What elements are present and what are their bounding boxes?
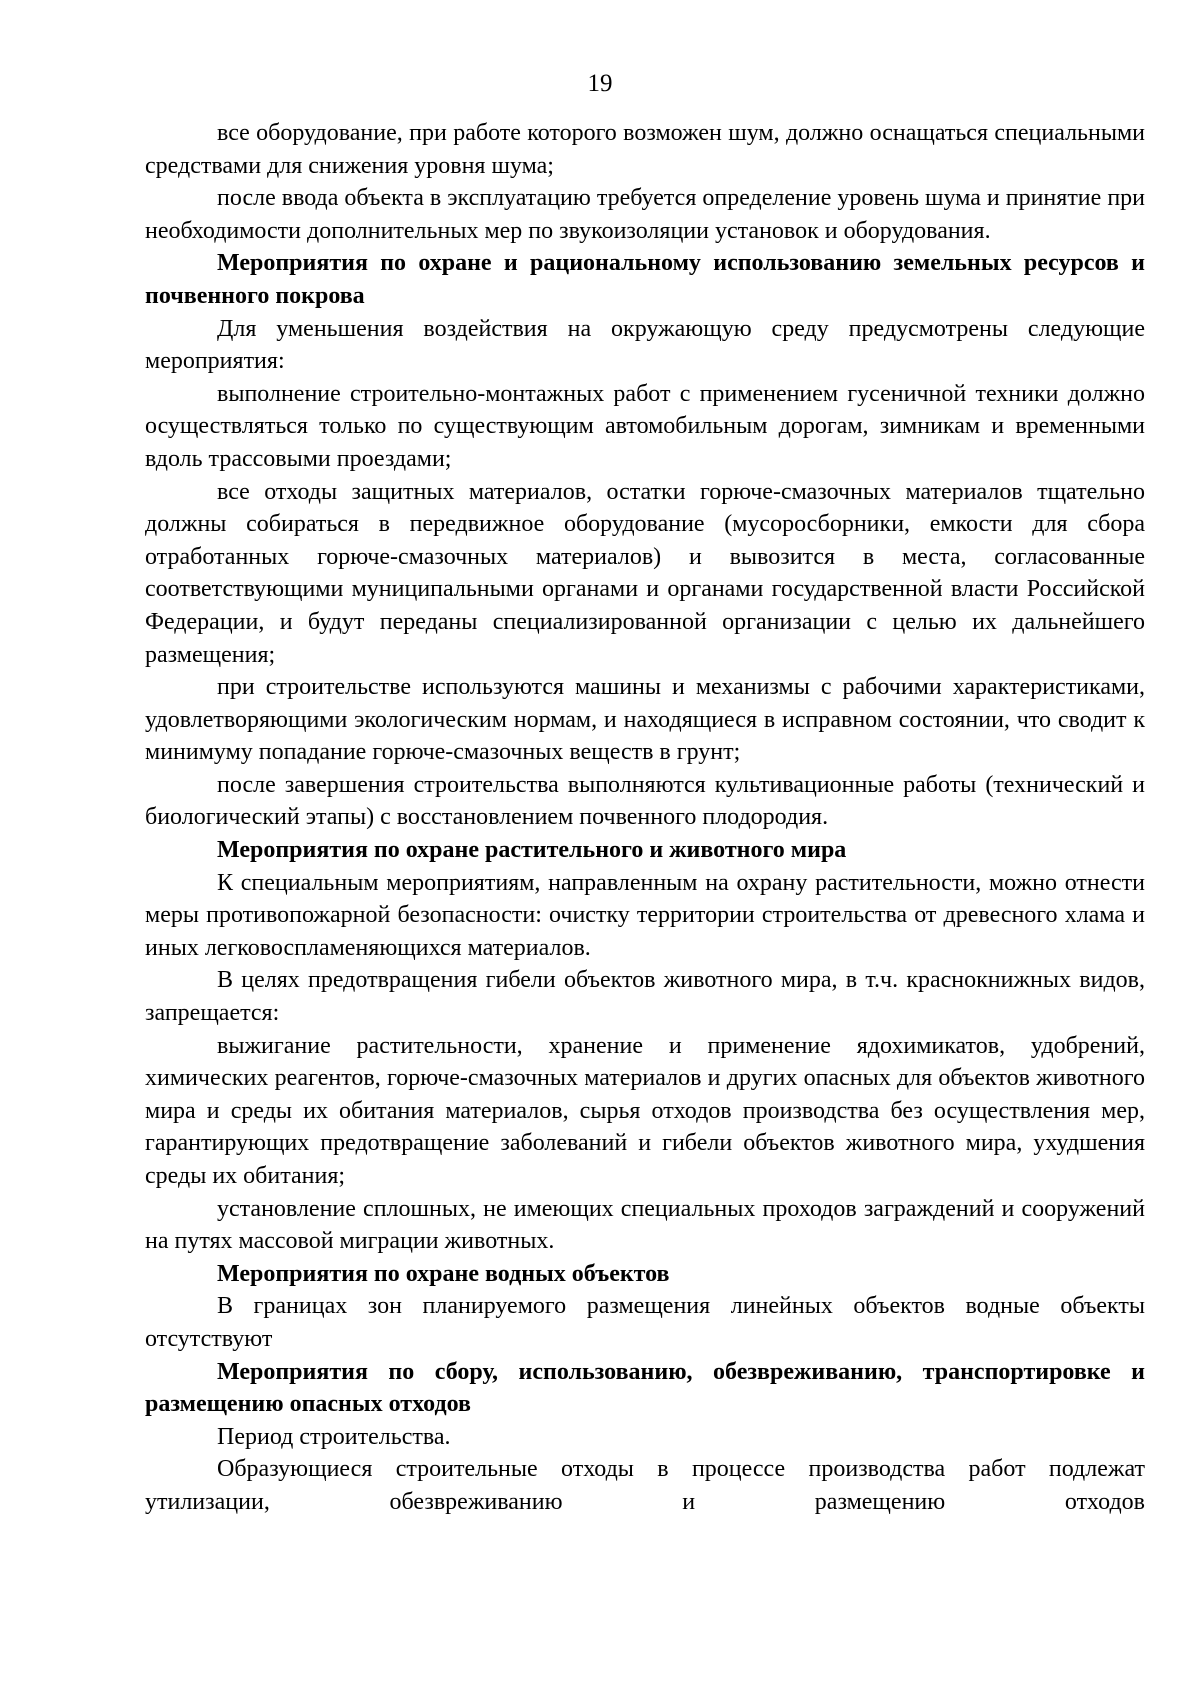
heading-hazardous-waste: Мероприятия по сбору, использованию, обезвреживанию, транспортировке и размещению опасных отходов <box>145 1358 1145 1418</box>
heading-land-resources: Мероприятия по охране и рациональному использованию земельных ресурсов и почвенного покрова <box>145 250 1145 309</box>
heading-flora-fauna: Мероприятия по охране растительного и животного мира <box>217 837 847 864</box>
paragraph-migration-barriers: установление сплошных, не имеющих специальных проходов заграждений и сооружений на путях массовой миграции животных. <box>145 1195 1145 1255</box>
paragraph-equipment-noise: все оборудование, при работе которого возможен шум, должно оснащаться специальными средствами для снижения уровня шума; <box>145 120 1145 179</box>
paragraph-machinery: при строительстве используются машины и механизмы с рабочими характеристиками, удовлетворяющими экологическим нормам, и находящиеся в исправном состоянии, что сводит к минимуму попадание горюче-смазочных веществ в грунт; <box>145 674 1145 766</box>
page-number: 19 <box>587 70 613 97</box>
paragraph-fire-safety: К специальным мероприятиям, направленным на охрану растительности, можно отнести меры противопожарной безопасности: очистку территории строительства от древесного хлама и иных легковоспламеняющихся материалов. <box>145 869 1145 961</box>
paragraph-noise-measurement: после ввода объекта в эксплуатацию требуется определение уровень шума и принятие при необходимости дополнительных мер по звукоизоляции установок и оборудования. <box>145 185 1145 244</box>
paragraph-cultivation: после завершения строительства выполняются культивационные работы (технический и биологический этапы) с восстановлением почвенного плодородия. <box>145 771 1145 831</box>
paragraph-waste-collection: все отходы защитных материалов, остатки горюче-смазочных материалов тщательно должны собираться в передвижное оборудование (мусоросборники, емкости для сбора отработанных горюче-смазочных материалов) и вывозится в места, согласованные соответствующими муниципальными органами и органами государственной власти Российской Федерации, и будут переданы специализированной организации с целью их дальнейшего размещения; <box>145 478 1145 668</box>
paragraph-no-water-bodies: В границах зон планируемого размещения линейных объектов водные объекты отсутствуют <box>145 1293 1145 1352</box>
paragraph-prohibitions-intro: В целях предотвращения гибели объектов животного мира, в т.ч. краснокнижных видов, запрещается: <box>145 967 1145 1027</box>
document-body <box>145 117 1145 1519</box>
paragraph-tracked-vehicles: выполнение строительно-монтажных работ с применением гусеничной техники должно осуществляться только по существующим автомобильным дорогам, зимникам и временными вдоль трассовыми проездами; <box>145 380 1145 472</box>
paragraph-measures-intro: Для уменьшения воздействия на окружающую среду предусмотрены следующие мероприятия: <box>145 315 1145 375</box>
paragraph-construction-waste: Образующиеся строительные отходы в процессе производства работ подлежат утилизации, обезвреживанию и размещению отходов <box>145 1456 1145 1515</box>
paragraph-construction-period: Период строительства. <box>217 1423 451 1450</box>
paragraph-burning-prohibition: выжигание растительности, хранение и применение ядохимикатов, удобрений, химических реагентов, горюче-смазочных материалов и других опасных для объектов животного мира и среды их обитания материалов, сырья отходов производства без осуществления мер, гарантирующих предотвращение заболеваний и гибели объектов животного мира, ухудшения среды их обитания; <box>145 1032 1145 1189</box>
heading-water-bodies: Мероприятия по охране водных объектов <box>217 1260 670 1287</box>
